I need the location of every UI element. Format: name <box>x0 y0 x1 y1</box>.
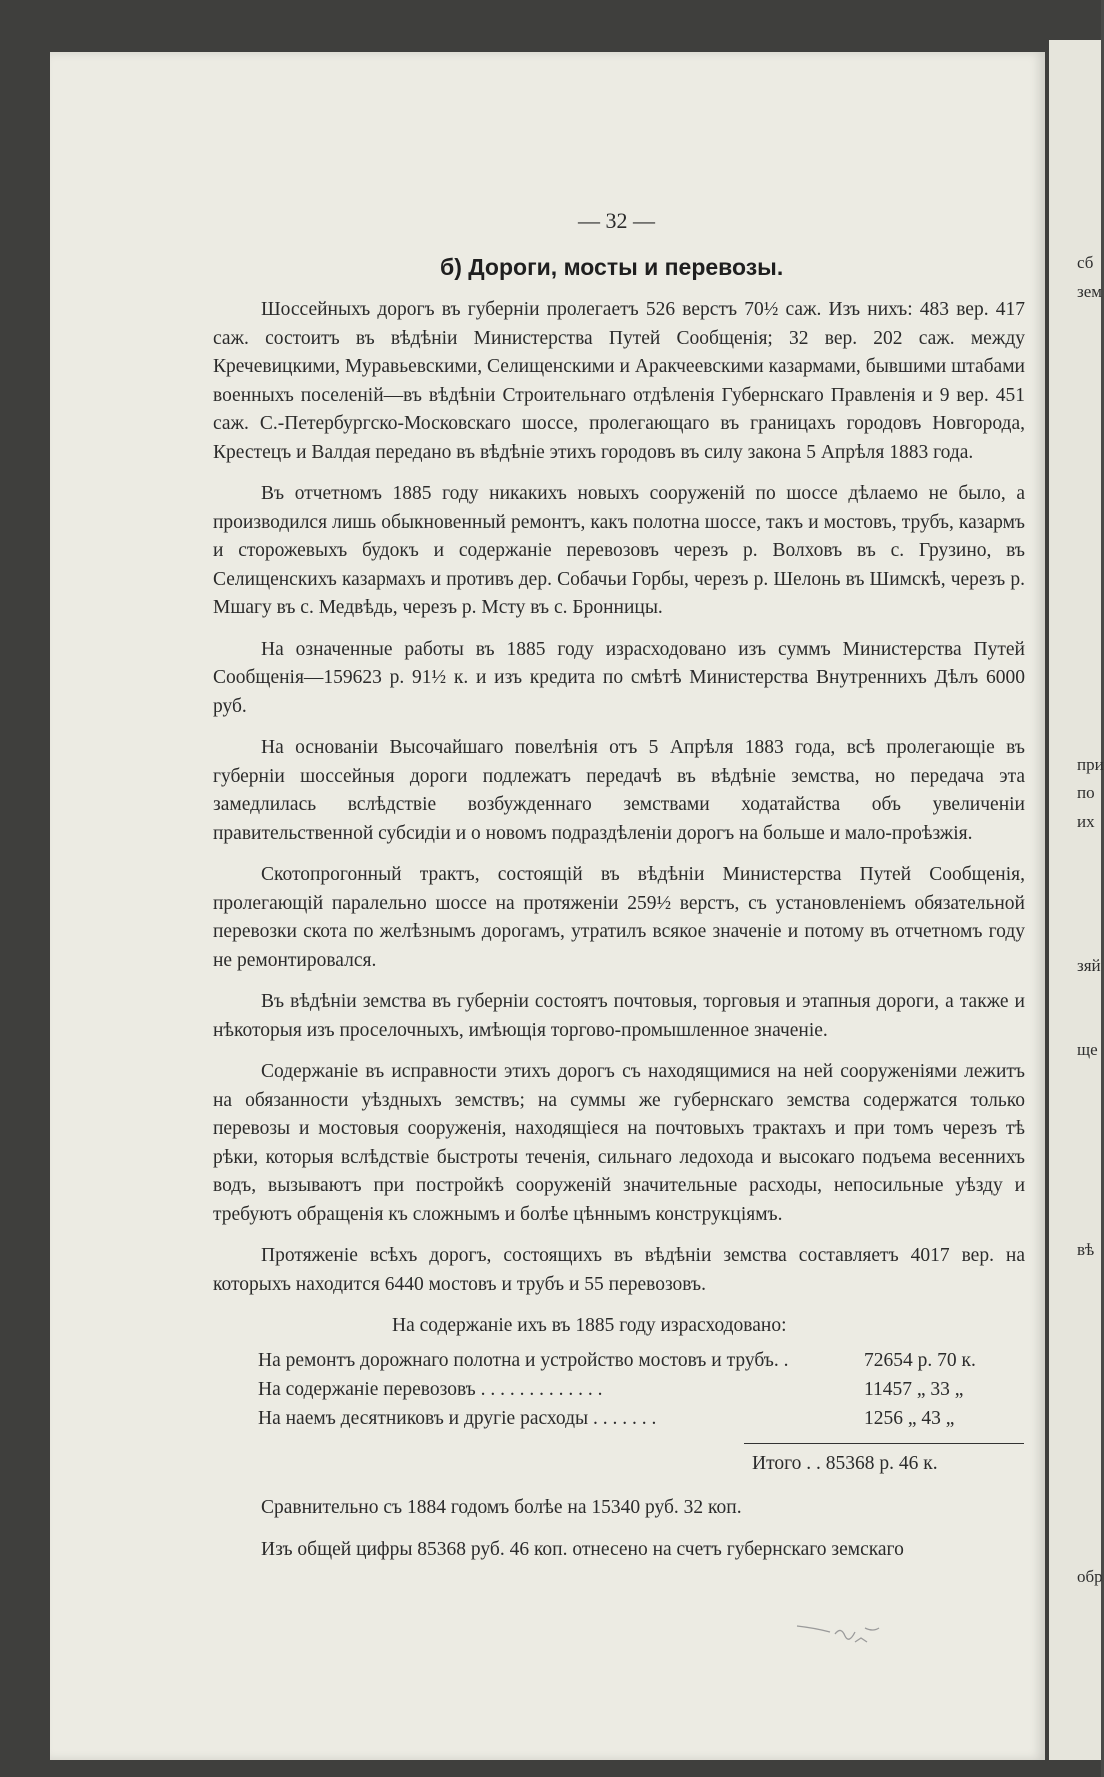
paragraph: Скотопрогонный трактъ, состоящій въ вѣдѣніи Министерства Путей Сообщенія, пролегающій паралельно шоссе на протяженіи 259½ верстъ, съ установленіемъ обязательной перевозки скота по желѣзнымъ дорогамъ, утратилъ всякое значеніе и потому въ отчетномъ году не ремонтировался. <box>213 864 1025 971</box>
expenses-heading: На содержаніе ихъ въ 1885 году израсходовано: <box>392 1315 787 1336</box>
adjacent-text-fragment: по <box>1077 783 1095 802</box>
total-divider <box>744 1443 1024 1444</box>
expense-label: На ремонтъ дорожнаго полотна и устройство мостовъ и трубъ. . <box>258 1350 789 1371</box>
expenses-table <box>258 1350 1028 1437</box>
paragraph: Изъ общей цифры 85368 руб. 46 коп. отнесено на счетъ губернскаго земскаго <box>261 1538 904 1560</box>
pencil-mark <box>795 1618 895 1648</box>
paragraph: Въ отчетномъ 1885 году никакихъ новыхъ сооруженій по шоссе дѣлаемо не было, а производился лишь обыкновенный ремонтъ, какъ полотна шоссе, такъ и мостовъ, трубъ, казармъ и сторожевыхъ будокъ и содержаніе перевозовъ черезъ р. Волховъ въ с. Грузино, въ Селищенскихъ казармахъ и противъ дер. Собачьи Горбы, черезъ р. Шелонь въ Шимскѣ, черезъ р. Мшагу въ с. Медвѣдь, черезъ р. Мсту въ с. Бронницы. <box>213 483 1025 618</box>
section-title: б) Дороги, мосты и перевозы. <box>440 254 784 280</box>
adjacent-text-fragment: при <box>1077 755 1104 774</box>
expense-row <box>258 1408 1028 1437</box>
paragraph: Содержаніе въ исправности этихъ дорогъ съ находящимися на ней сооруженіями лежитъ на обязанности уѣздныхъ земствъ; на суммы же губернскаго земства содержатся только перевозы и мостовыя сооруженія, находящіеся на почтовыхъ трактахъ и при томъ черезъ тѣ рѣки, которыя вслѣдствіе быстроты теченія, сильнаго ледохода и высокаго подъема весеннихъ водъ, вызываютъ при постройкѣ сооруженій значительные расходы, непосильные уѣзду и требуютъ обращенія къ сложнымъ и болѣе цѣннымъ конструкціямъ. <box>213 1061 1025 1225</box>
expense-label: На наемъ десятниковъ и другіе расходы . . . . . . . <box>258 1408 657 1429</box>
paragraph: Въ вѣдѣніи земства въ губерніи состоятъ почтовыя, торговыя и этапныя дороги, а также и нѣкоторыя изъ проселочныхъ, имѣющія торгово-промышленное значеніе. <box>213 991 1025 1041</box>
expense-amount: 1256 „ 43 „ <box>864 1408 955 1429</box>
adjacent-page-edge <box>1049 40 1104 1760</box>
expense-amount: 11457 „ 33 „ <box>864 1379 964 1400</box>
body-text <box>213 296 1025 1312</box>
expense-label: На содержаніе перевозовъ . . . . . . . . . . . . . <box>258 1379 603 1400</box>
adjacent-text-fragment: их <box>1077 812 1095 831</box>
adjacent-text-fragment: вѣ <box>1077 1240 1095 1259</box>
page-number: — 32 — <box>578 208 655 233</box>
expenses-total: Итого . . 85368 р. 46 к. <box>752 1453 938 1474</box>
expense-row <box>258 1350 1028 1379</box>
adjacent-text-fragment: ще <box>1077 1040 1098 1059</box>
paragraph: На означенные работы въ 1885 году израсходовано изъ суммъ Министерства Путей Сообщенія—159623 р. 91½ к. и изъ кредита по смѣтѣ Министерства Внутреннихъ Дѣлъ 6000 руб. <box>213 638 1025 717</box>
paragraph: Сравнительно съ 1884 годомъ болѣе на 15340 руб. 32 коп. <box>261 1497 742 1518</box>
adjacent-text-fragment: зяй <box>1077 956 1101 975</box>
expense-amount: 72654 р. 70 к. <box>864 1350 976 1371</box>
paragraph: Протяженіе всѣхъ дорогъ, состоящихъ въ вѣдѣніи земства составляетъ 4017 вер. на которыхъ находится 6440 мостовъ и трубъ и 55 перевозовъ. <box>213 1245 1025 1295</box>
adjacent-text-fragment: сб <box>1077 253 1094 272</box>
paragraph: На основаніи Высочайшаго повелѣнія отъ 5 Апрѣля 1883 года, всѣ пролегающіе въ губерніи шоссейныя дороги подлежатъ передачѣ въ вѣдѣніе земства, но передача эта замедлилась вслѣдствіе возбужденнаго земствами ходатайства объ увеличеніи правительственной субсидіи и о новомъ подраздѣленіи дорогъ на больше и мало-проѣзжія. <box>213 737 1025 844</box>
adjacent-text-fragment: обр <box>1077 1567 1103 1586</box>
paragraph: Шоссейныхъ дорогъ въ губерніи пролегаетъ 526 верстъ 70½ саж. Изъ нихъ: 483 вер. 417 саж. состоитъ въ вѣдѣніи Министерства Путей Сообщенія; 32 вер. 202 саж. между Кречевицкими, Муравьевскими, Селищенскими и Аракчеевскими казармами, бывшими штабами военныхъ поселеній—въ вѣдѣніи Строительнаго отдѣленія Губернскаго Правленія и 9 вер. 451 саж. С.-Петербургско-Московскаго шоссе, пролегающаго въ границахъ городовъ Новгорода, Крестецъ и Валдая передано въ вѣдѣніе этихъ городовъ въ силу закона 5 Апрѣля 1883 года. <box>213 299 1025 463</box>
adjacent-text-fragment: зем <box>1077 282 1103 301</box>
closing-text <box>213 1494 1025 1577</box>
expense-row <box>258 1379 1028 1408</box>
